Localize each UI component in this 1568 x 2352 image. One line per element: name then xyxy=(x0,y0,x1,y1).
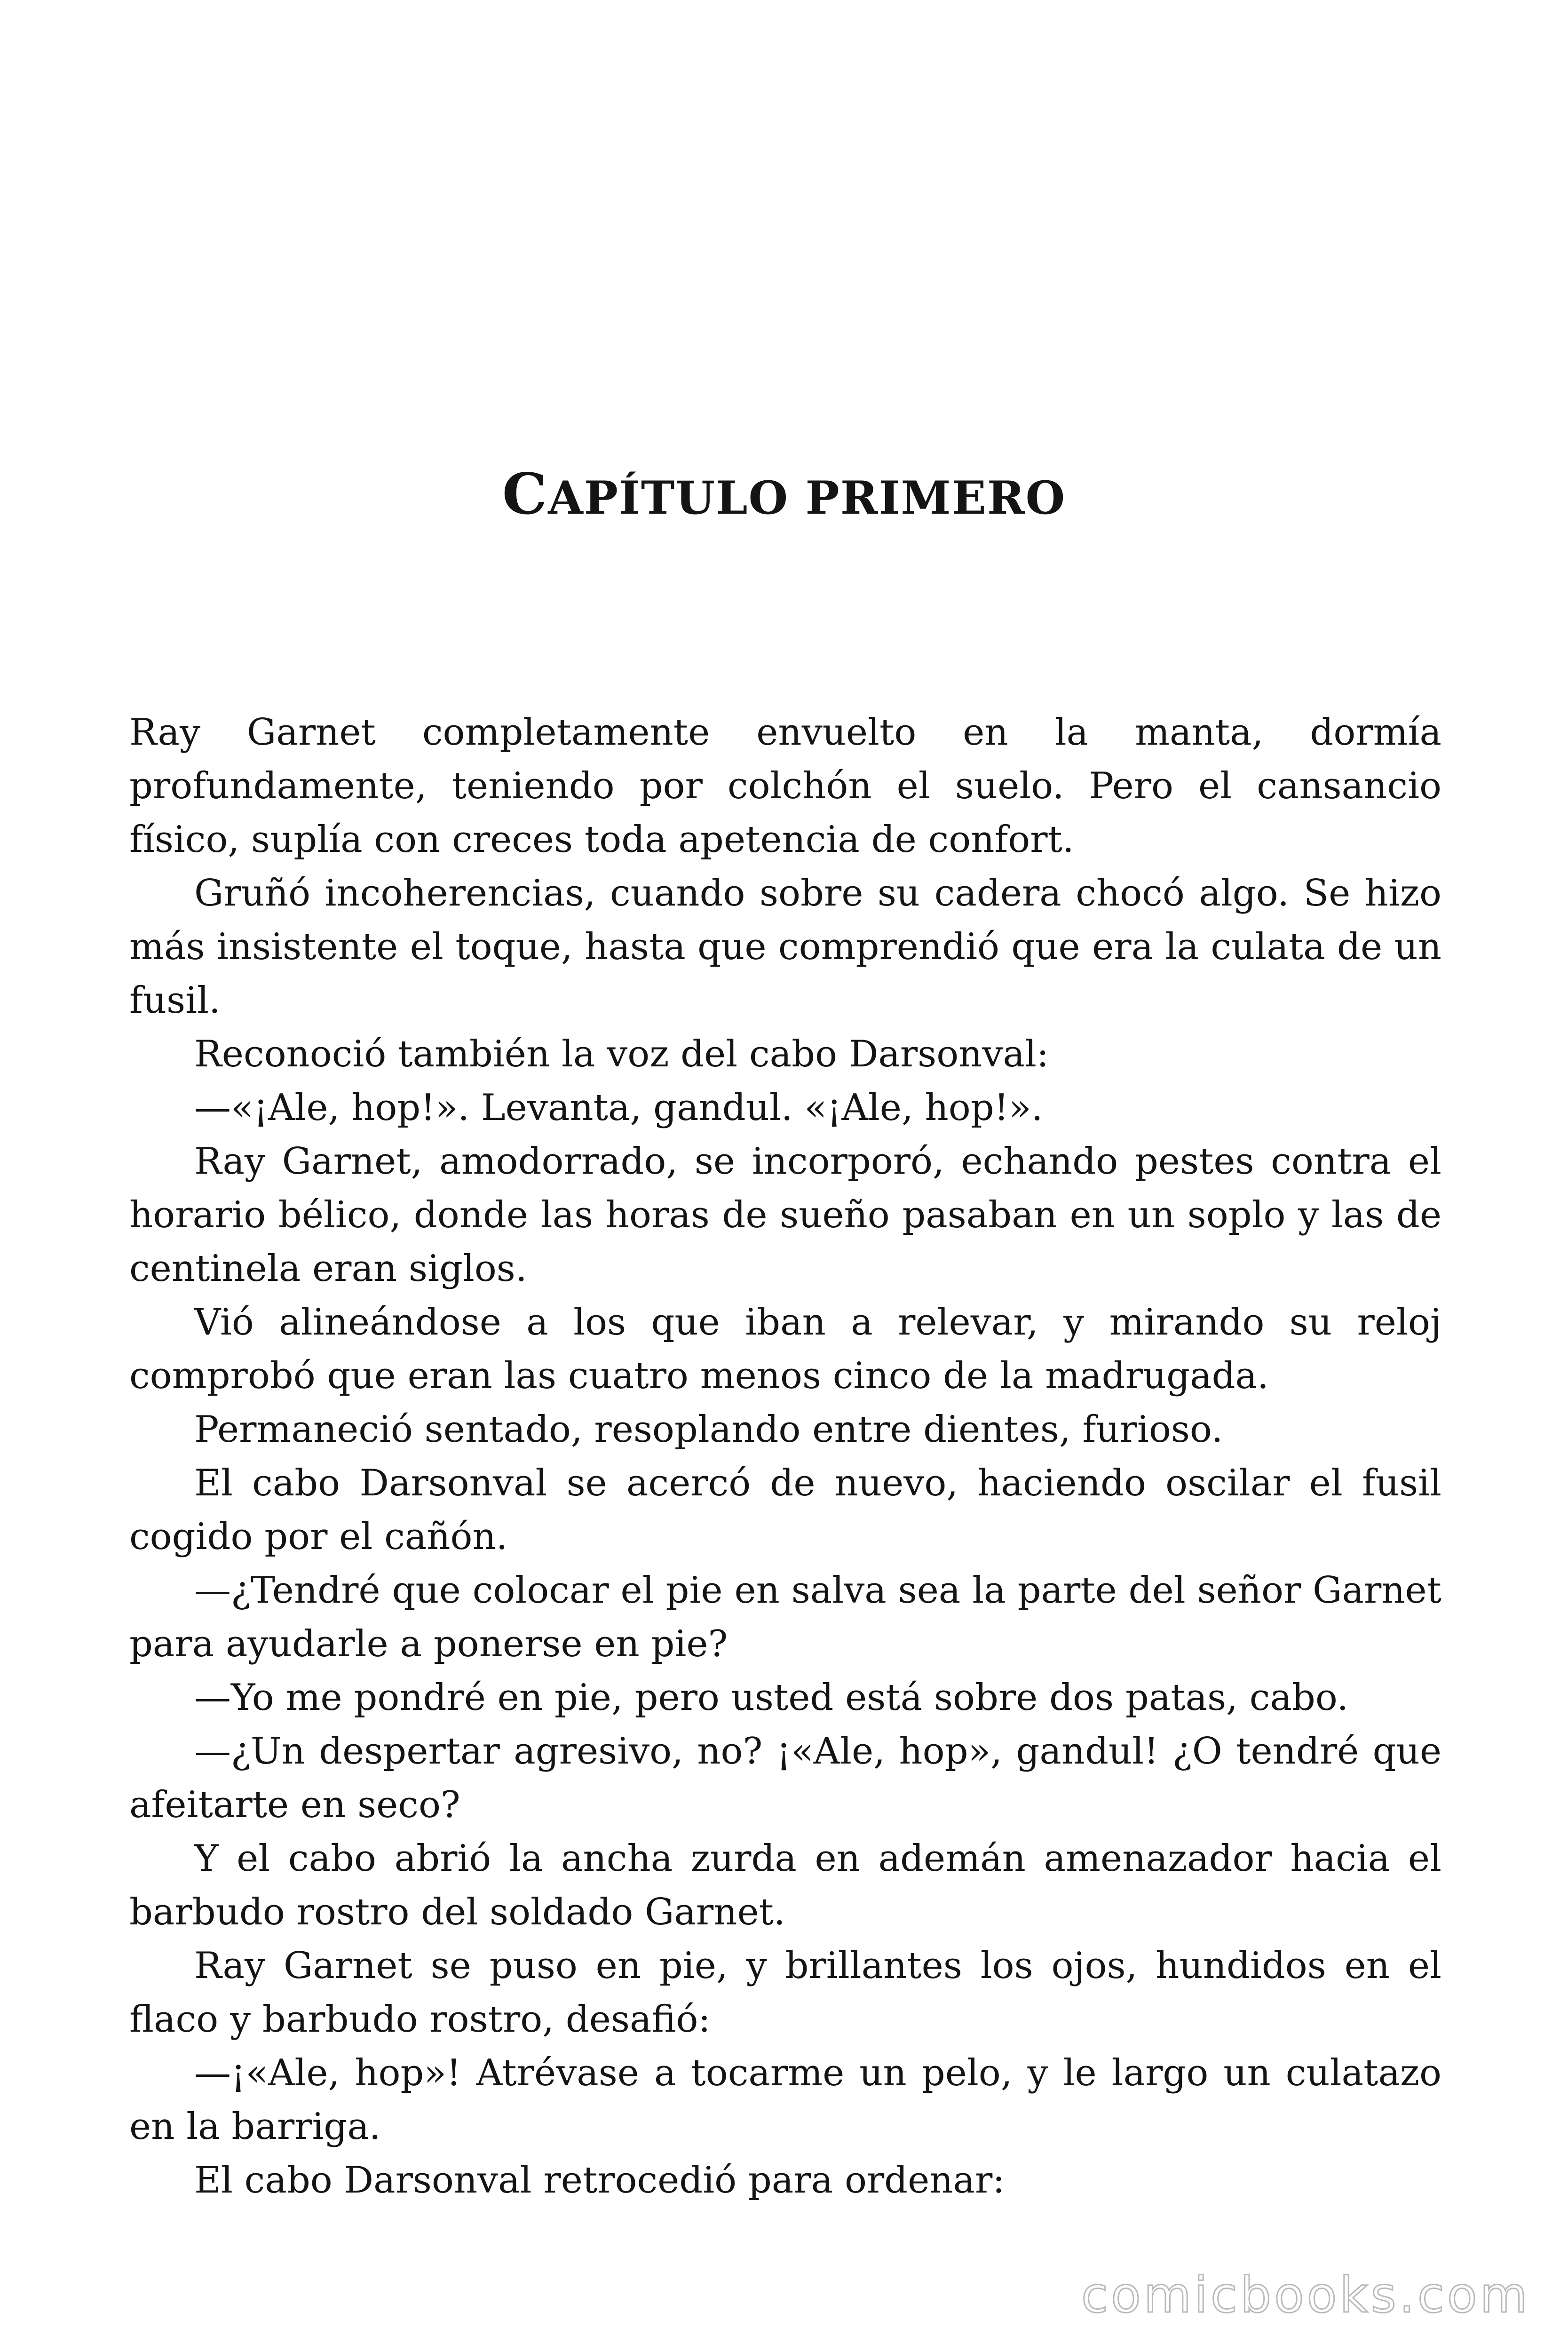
chapter-title-rest: APÍTULO PRIMERO xyxy=(548,471,1066,524)
paragraph: Vió alineándose a los que iban a relevar, y mirando su reloj comprobó que eran las cuatro menos cinco de la madrugada. xyxy=(129,1301,1441,1397)
paragraph: Ray Garnet se puso en pie, y brillantes los ojos, hundidos en el flaco y barbudo rostro, desafió: xyxy=(129,1945,1441,2041)
paragraph: Ray Garnet completamente envuelto en la manta, dormía profundamente, teniendo por colchón el suelo. Pero el cansancio físico, suplía con creces toda apetencia de confort. xyxy=(129,711,1441,861)
dialogue-line: —¿Un despertar agresivo, no? ¡«Ale, hop», gandul! ¿O tendré que afeitarte en seco? xyxy=(129,1730,1441,1826)
dialogue-line: —Yo me pondré en pie, pero usted está sobre dos patas, cabo. xyxy=(194,1677,1349,1719)
dialogue-line: —¿Tendré que colocar el pie en salva sea la parte del señor Garnet para ayudarle a ponerse en pie? xyxy=(129,1569,1441,1665)
paragraph: El cabo Darsonval retrocedió para ordenar: xyxy=(194,2159,1005,2201)
dialogue-line: —«¡Ale, hop!». Levanta, gandul. «¡Ale, hop!». xyxy=(194,1087,1043,1129)
paragraph: Y el cabo abrió la ancha zurda en ademán amenazador hacia el barbudo rostro del soldado Garnet. xyxy=(129,1837,1441,1933)
paragraph: Ray Garnet, amodorrado, se incorporó, echando pestes contra el horario bélico, donde las horas de sueño pasaban en un soplo y las de centinela eran siglos. xyxy=(129,1140,1441,1290)
paragraph: El cabo Darsonval se acercó de nuevo, haciendo oscilar el fusil cogido por el cañón. xyxy=(129,1462,1441,1558)
paragraph: Permaneció sentado, resoplando entre dientes, furioso. xyxy=(194,1408,1223,1451)
paragraph: Gruñó incoherencias, cuando sobre su cadera chocó algo. Se hizo más insistente el toque, hasta que comprendió que era la culata de un fusil. xyxy=(129,872,1441,1022)
chapter-title-initial: C xyxy=(502,461,548,527)
chapter-body xyxy=(129,706,1441,2207)
dialogue-line: —¡«Ale, hop»! Atrévase a tocarme un pelo, y le largo un culatazo en la barriga. xyxy=(129,2052,1441,2148)
paragraph: Reconoció también la voz del cabo Darsonval: xyxy=(194,1033,1049,1075)
chapter-title xyxy=(0,461,1568,527)
watermark: comicbooks.com xyxy=(1081,2266,1530,2324)
